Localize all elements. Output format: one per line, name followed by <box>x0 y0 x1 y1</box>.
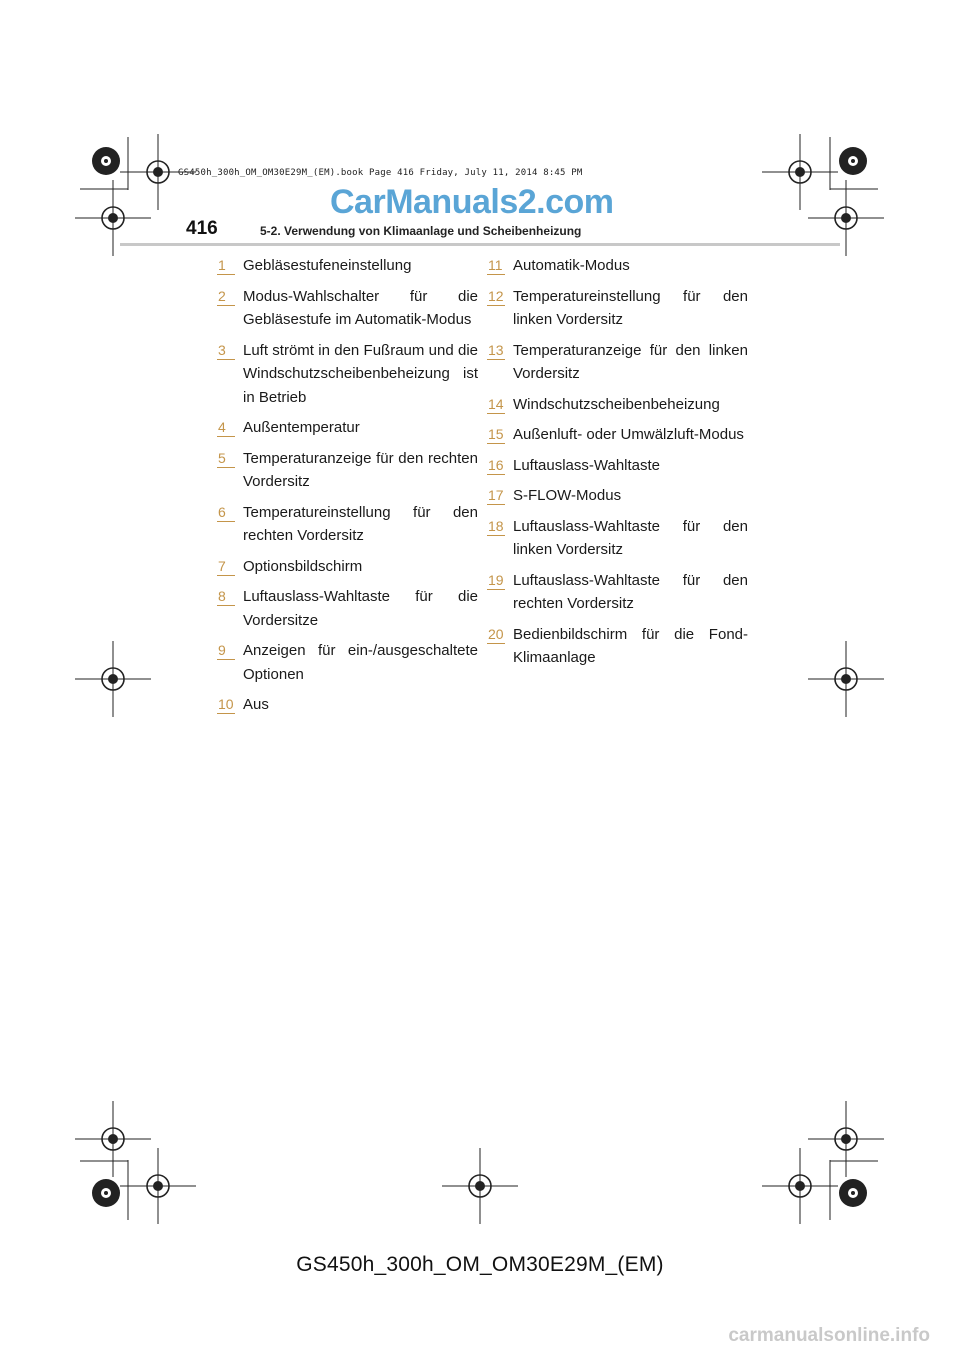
crop-crosshair-mark <box>808 1101 884 1177</box>
doc-code: GS450h_300h_OM_OM30E29M_(EM) <box>296 1253 664 1276</box>
legend-item <box>488 623 748 670</box>
item-number: 9 <box>218 642 226 658</box>
item-number: 19 <box>488 571 504 588</box>
item-number: 11 <box>488 257 503 273</box>
item-text: Optionsbildschirm <box>243 557 363 575</box>
item-text: Gebläsestufeneinstellung <box>243 257 412 274</box>
item-number: 4 <box>218 419 226 435</box>
legend-item <box>488 254 748 278</box>
item-number: 12 <box>488 287 504 304</box>
crop-sunburst-mark-bl <box>92 1179 120 1207</box>
legend-item <box>218 555 478 579</box>
item-text: Luft strömt in den Fußraum und die Windschutzscheibenbeheizung ist in Betrieb <box>243 341 478 406</box>
legend-item <box>488 484 748 508</box>
legend-item <box>488 285 748 332</box>
item-number: 3 <box>218 341 226 358</box>
legend-item <box>488 454 748 478</box>
legend-item <box>218 585 478 632</box>
crop-sunburst-mark-tl <box>92 147 120 175</box>
item-number: 20 <box>488 625 504 642</box>
item-text: Modus-Wahlschalter für die Gebläsestufe im Automatik-Modus <box>243 287 478 328</box>
item-text: Temperatureinstellung für den linken Vordersitz <box>513 287 748 328</box>
crop-crosshair-mark <box>762 1148 838 1224</box>
document-code-footer <box>0 1253 960 1277</box>
item-text: Temperaturanzeige für den linken Vordersitz <box>513 341 748 382</box>
watermark-logo: CarManuals2.com <box>330 183 614 221</box>
legend-item <box>488 423 748 447</box>
crop-crosshair-mark <box>120 1148 196 1224</box>
item-number: 17 <box>488 487 504 503</box>
item-text: Luftauslass-Wahltaste <box>513 456 661 474</box>
header-rule <box>120 243 840 246</box>
item-text: Bedienbildschirm für die Fond-Klimaanlage <box>513 625 748 666</box>
item-text: Außentemperatur <box>243 419 360 436</box>
item-text: Aus <box>243 696 269 713</box>
item-number: 5 <box>218 449 226 466</box>
item-number: 18 <box>488 517 504 534</box>
item-text: Luftauslass-Wahltaste für den rechten Vordersitz <box>513 571 748 612</box>
item-number: 7 <box>218 557 226 574</box>
legend-item <box>488 515 748 562</box>
legend-item <box>488 393 748 417</box>
item-number: 2 <box>218 287 226 304</box>
item-number: 14 <box>488 395 504 412</box>
item-text: Luftauslass-Wahltaste für den linken Vordersitz <box>513 517 748 558</box>
item-text: S-FLOW-Modus <box>513 487 622 504</box>
print-info-line: GS450h_300h_OM_OM30E29M_(EM).book Page 416 Friday, July 11, 2014 8:45 PM <box>178 168 583 178</box>
legend-item <box>488 569 748 616</box>
item-number: 8 <box>218 588 226 604</box>
item-text: Temperaturanzeige für den rechten Vordersitz <box>243 449 478 490</box>
item-text: Anzeigen für ein-/ausgeschaltete Optionen <box>243 642 478 683</box>
item-text: Luftauslass-Wahltaste für die Vordersitze <box>243 588 478 629</box>
item-number: 10 <box>218 696 234 712</box>
item-number: 16 <box>488 456 504 473</box>
legend-item <box>218 254 478 278</box>
legend-item <box>218 285 478 332</box>
crop-sunburst-mark-br <box>839 1179 867 1207</box>
crop-crosshair-mark <box>75 1101 151 1177</box>
page-number: 416 <box>186 218 218 239</box>
item-number: 1 <box>218 257 226 273</box>
item-text: Außenluft- oder Umwälzluft-Modus <box>513 426 744 443</box>
legend-item <box>218 447 478 494</box>
legend-item <box>218 339 478 410</box>
item-text: Automatik-Modus <box>513 257 630 274</box>
crop-sunburst-mark-tr <box>839 147 867 175</box>
legend-item <box>218 639 478 686</box>
site-watermark[interactable]: carmanualsonline.info <box>728 1325 930 1346</box>
legend-item <box>218 416 478 440</box>
item-number: 6 <box>218 503 226 520</box>
item-text: Temperatureinstellung für den rechten Vordersitz <box>243 503 478 544</box>
legend-column-right <box>488 254 748 677</box>
item-number: 15 <box>488 426 504 442</box>
item-text: Windschutzscheibenbeheizung <box>513 395 720 413</box>
section-title: 5-2. Verwendung von Klimaanlage und Scheibenheizung <box>260 224 582 238</box>
legend-item <box>218 693 478 717</box>
crop-crosshair-mark <box>75 641 151 717</box>
legend-column-left <box>218 254 478 724</box>
item-number: 13 <box>488 341 504 358</box>
legend-item <box>488 339 748 386</box>
crop-crosshair-mark <box>808 641 884 717</box>
legend-item <box>218 501 478 548</box>
crop-crosshair-mark <box>442 1148 518 1224</box>
crop-crosshair-mark <box>762 134 838 210</box>
